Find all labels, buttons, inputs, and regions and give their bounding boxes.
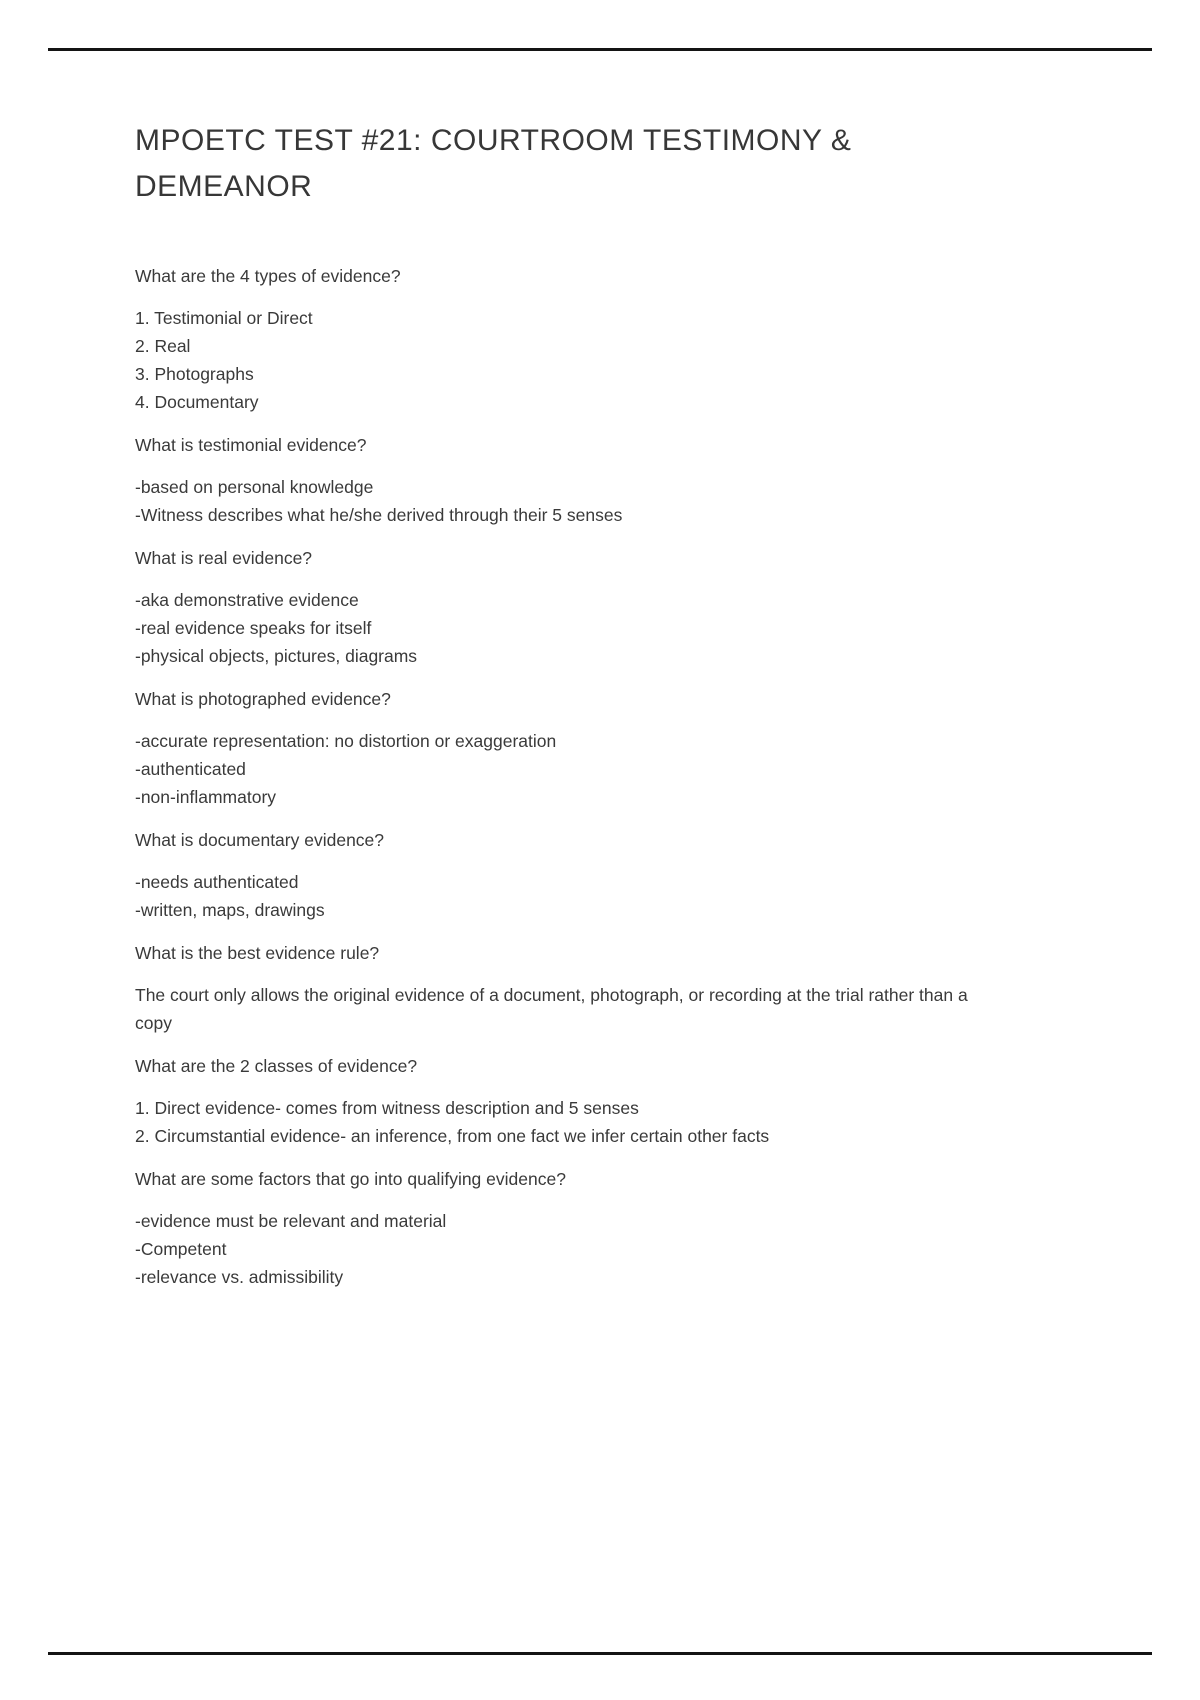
answer-block — [135, 1207, 993, 1291]
answer-block — [135, 1094, 993, 1150]
answer-line: 4. Documentary — [135, 392, 259, 412]
answer-line: -aka demonstrative evidence — [135, 590, 359, 610]
question-text: What are the 2 classes of evidence? — [135, 1056, 418, 1076]
answer-block — [135, 304, 993, 416]
qa-section — [135, 1165, 993, 1291]
question-text: What is real evidence? — [135, 548, 313, 568]
qa-section — [135, 431, 993, 529]
question-text: What is testimonial evidence? — [135, 435, 367, 455]
answer-line: 3. Photographs — [135, 364, 254, 384]
document-content — [135, 118, 993, 1306]
answer-line: -accurate representation: no distortion or exaggeration — [135, 731, 557, 751]
page-title: MPOETC TEST #21: COURTROOM TESTIMONY & DEMEANOR — [135, 124, 852, 203]
answer-line: -based on personal knowledge — [135, 477, 374, 497]
question-text: What is the best evidence rule? — [135, 943, 380, 963]
answer-line: -non-inflammatory — [135, 787, 277, 807]
answer-line: -real evidence speaks for itself — [135, 618, 372, 638]
answer-line: -physical objects, pictures, diagrams — [135, 646, 418, 666]
top-rule — [48, 48, 1152, 51]
answer-line: 1. Testimonial or Direct — [135, 308, 313, 328]
qa-section — [135, 1052, 993, 1150]
answer-line: -needs authenticated — [135, 872, 299, 892]
answer-line: -evidence must be relevant and material — [135, 1211, 447, 1231]
answer-block — [135, 586, 993, 670]
qa-section — [135, 826, 993, 924]
answer-line: 2. Real — [135, 336, 191, 356]
answer-line: 1. Direct evidence- comes from witness description and 5 senses — [135, 1098, 639, 1118]
answer-line: 2. Circumstantial evidence- an inference, from one fact we infer certain other facts — [135, 1126, 770, 1146]
bottom-rule — [48, 1652, 1152, 1655]
question-text: What are the 4 types of evidence? — [135, 266, 401, 286]
answer-line: -Witness describes what he/she derived through their 5 senses — [135, 505, 623, 525]
answer-block — [135, 727, 993, 811]
answer-line: -authenticated — [135, 759, 246, 779]
qa-section — [135, 939, 993, 1037]
question-text: What is documentary evidence? — [135, 830, 385, 850]
answer-block — [135, 473, 993, 529]
answer-line: -written, maps, drawings — [135, 900, 325, 920]
answer-line: -relevance vs. admissibility — [135, 1267, 344, 1287]
qa-section — [135, 544, 993, 670]
answer-block — [135, 981, 993, 1037]
question-text: What is photographed evidence? — [135, 689, 391, 709]
answer-line: -Competent — [135, 1239, 227, 1259]
qa-section — [135, 262, 993, 416]
question-text: What are some factors that go into qualifying evidence? — [135, 1169, 566, 1189]
answer-block — [135, 868, 993, 924]
qa-section — [135, 685, 993, 811]
answer-line: The court only allows the original evidence of a document, photograph, or recording at the trial rather than a copy — [135, 985, 968, 1033]
